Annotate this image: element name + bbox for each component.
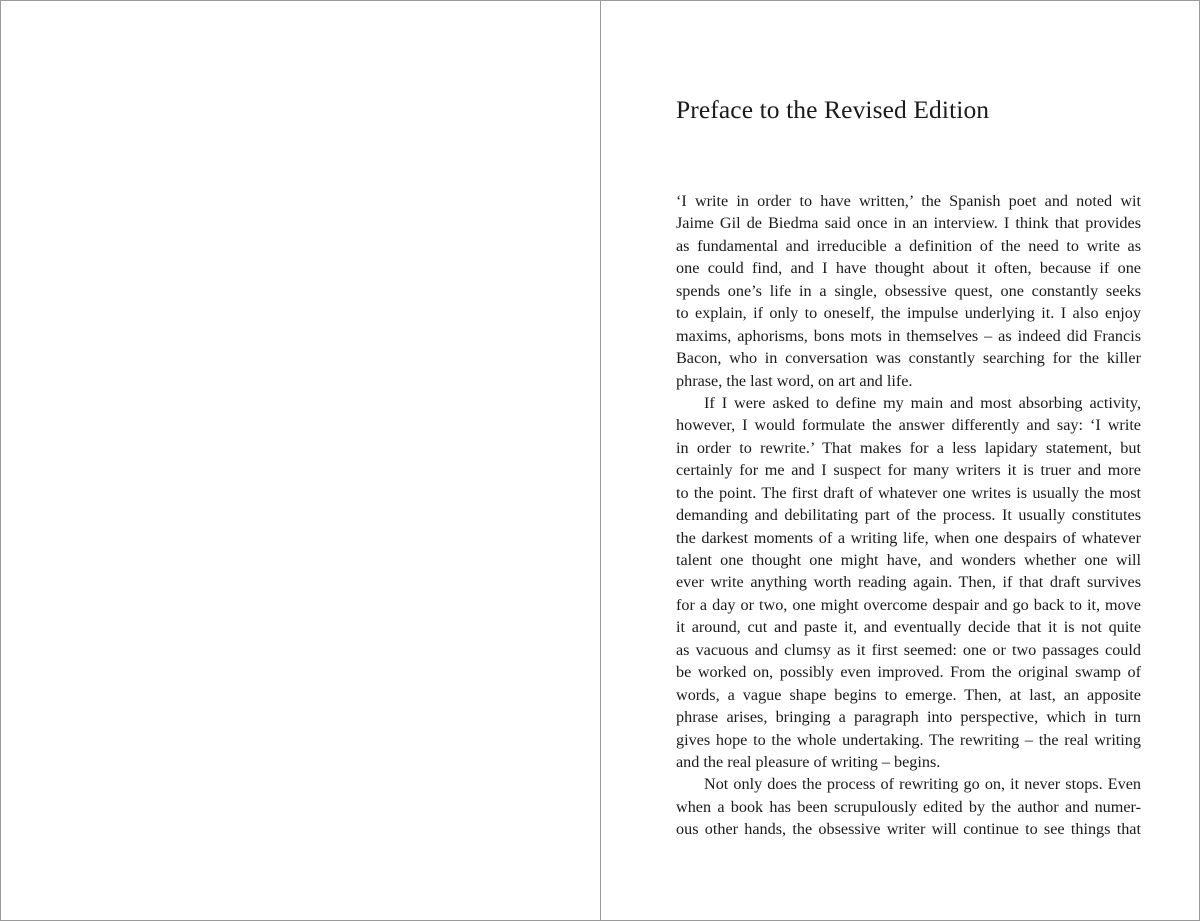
text-line: one could find, and I have thought about it often, because if one	[676, 259, 1141, 278]
text-line: in order to rewrite.’ That makes for a less lapidary statement, but	[676, 438, 1141, 457]
body-text	[676, 190, 1141, 841]
text-line: the darkest moments of a writing life, when one despairs of whatever	[676, 528, 1141, 547]
text-line: however, I would formulate the answer differently and say: ‘I write	[676, 416, 1141, 435]
text-line: to explain, if only to oneself, the impulse underlying it. I also enjoy	[676, 304, 1141, 323]
text-line: certainly for me and I suspect for many writers it is truer and more	[676, 461, 1141, 480]
paragraph	[676, 190, 1141, 392]
right-page	[600, 0, 1200, 921]
text-line: ever write anything worth reading again. Then, if that draft survives	[676, 573, 1141, 592]
paragraph	[676, 773, 1141, 840]
text-line: to the point. The first draft of whatever one writes is usually the most	[676, 483, 1141, 502]
text-line: maxims, aphorisms, bons mots in themselves – as indeed did Francis	[676, 326, 1141, 345]
text-line: talent one thought one might have, and wonders whether one will	[676, 551, 1141, 569]
chapter-title: Preface to the Revised Edition	[676, 95, 990, 124]
text-line: Bacon, who in conversation was constantly searching for the killer	[676, 349, 1141, 368]
text-line: phrase arises, bringing a paragraph into perspective, which in turn	[676, 708, 1141, 727]
text-line: and the real pleasure of writing – begins.	[676, 752, 941, 771]
text-line: words, a vague shape begins to emerge. Then, at last, an apposite	[676, 685, 1141, 704]
text-line: as vacuous and clumsy as it first seemed: one or two passages could	[676, 640, 1141, 659]
text-line: phrase, the last word, on art and life.	[676, 371, 913, 390]
text-line: as fundamental and irreducible a definition of the need to write as	[676, 236, 1141, 255]
text-line: demanding and debilitating part of the process. It usually constitutes	[676, 506, 1141, 525]
text-line: be worked on, possibly even improved. From the original swamp of	[676, 663, 1141, 682]
paragraph	[676, 392, 1141, 773]
text-line: Jaime Gil de Biedma said once in an interview. I think that provides	[676, 214, 1141, 233]
text-line: If I were asked to define my main and most absorbing activity,	[704, 393, 1141, 412]
text-line: ‘I write in order to have written,’ the Spanish poet and noted wit	[676, 192, 1141, 210]
text-line: for a day or two, one might overcome despair and go back to it, move	[676, 595, 1141, 614]
text-line: gives hope to the whole undertaking. The rewriting – the real writing	[676, 730, 1141, 749]
text-line: spends one’s life in a single, obsessive quest, one constantly seeks	[676, 281, 1141, 300]
text-line: ous other hands, the obsessive writer will continue to see things that	[676, 820, 1141, 839]
text-line: Not only does the process of rewriting go on, it never stops. Even	[704, 775, 1141, 794]
text-line: when a book has been scrupulously edited by the author and numer-	[676, 797, 1141, 816]
text-line: it around, cut and paste it, and eventually decide that it is not quite	[676, 618, 1141, 637]
